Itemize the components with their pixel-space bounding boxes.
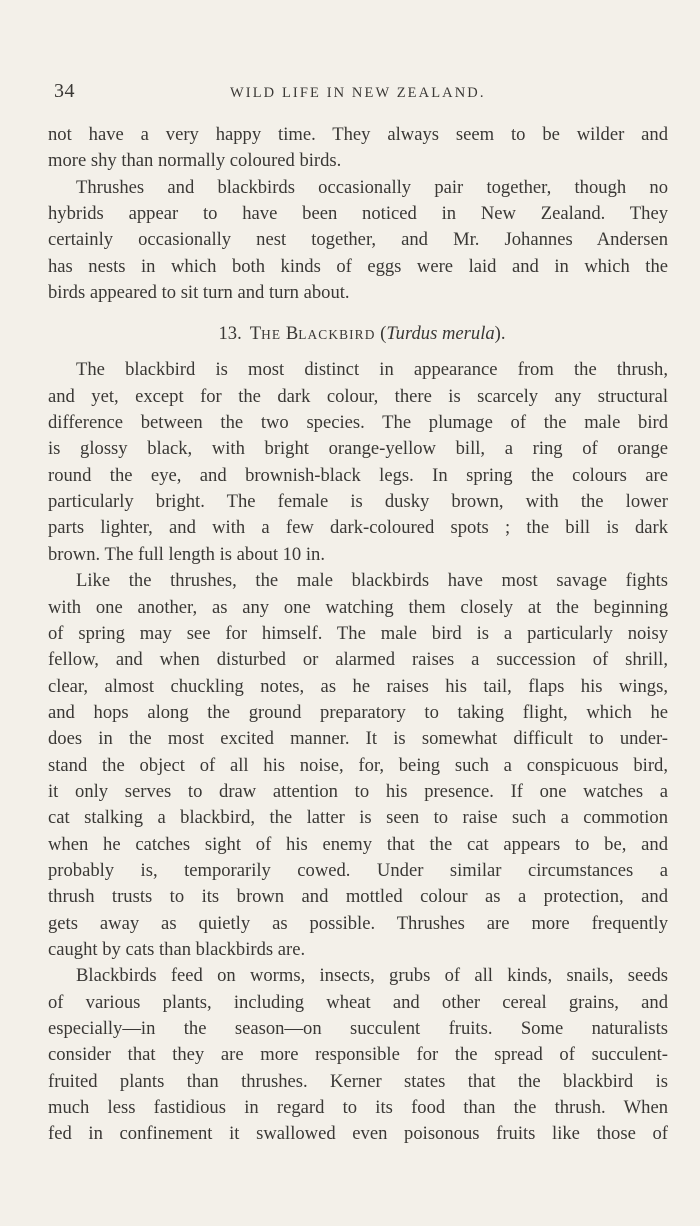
- text-line: gets away as quietly as possible. Thrushes are more frequently: [48, 912, 668, 934]
- text-line: is glossy black, with bright orange-yellow bill, a ring of orange: [48, 438, 668, 460]
- text-line: birds appeared to sit turn and turn about.: [48, 282, 350, 304]
- text-line: clear, almost chuckling notes, as he raises his tail, flaps his wings,: [48, 675, 668, 697]
- text-line: and yet, except for the dark colour, there is scarcely any structural: [48, 385, 668, 407]
- section-heading: [48, 306, 668, 357]
- text-line: Like the thrushes, the male blackbirds have most savage fights: [76, 570, 668, 592]
- page-number: 34: [54, 80, 75, 102]
- section-number: 13.: [218, 323, 242, 345]
- text-line: probably is, temporarily cowed. Under similar circumstances a: [48, 859, 668, 881]
- text-line: with one another, as any one watching them closely at the beginning: [48, 596, 668, 618]
- text-line: does in the most excited manner. It is somewhat difficult to under-: [48, 728, 668, 750]
- scientific-name: Turdus merula: [386, 323, 495, 345]
- text-line: round the eye, and brownish-black legs. In spring the colours are: [48, 464, 668, 486]
- heading-word-blackbird-initial: B: [285, 323, 299, 345]
- text-line: when he catches sight of his enemy that the cat appears to be, and: [48, 833, 668, 855]
- text-line: fellow, and when disturbed or alarmed raises a succession of shrill,: [48, 649, 668, 671]
- text-line: much less fastidious in regard to its food than the thrush. When: [48, 1097, 668, 1119]
- text-line: especially—in the season—on succulent fruits. Some naturalists: [48, 1018, 668, 1039]
- page-header: [54, 80, 668, 104]
- text-line: The blackbird is most distinct in appearance from the thrush,: [76, 359, 668, 381]
- text-line: hybrids appear to have been noticed in New Zealand. They: [48, 203, 668, 225]
- body-text: [48, 122, 668, 1148]
- text-line: Blackbirds feed on worms, insects, grubs of all kinds, snails, seeds: [76, 965, 668, 987]
- text-line: consider that they are more responsible for the spread of succulent-: [48, 1044, 668, 1066]
- text-line: of spring may see for himself. The male bird is a particularly noisy: [48, 622, 668, 644]
- text-line: particularly bright. The female is dusky brown, with the lower: [48, 491, 668, 513]
- heading-word-blackbird-rest: LACKBIRD: [298, 327, 376, 343]
- text-line: of various plants, including wheat and other cereal grains, and: [48, 991, 668, 1013]
- text-line: more shy than normally coloured birds.: [48, 150, 342, 172]
- heading-word-the-initial: T: [249, 323, 262, 345]
- text-line: certainly occasionally nest together, and Mr. Johannes Andersen: [48, 229, 668, 251]
- text-line: cat stalking a blackbird, the latter is seen to raise such a commotion: [48, 807, 668, 829]
- text-line: Thrushes and blackbirds occasionally pair together, though no: [76, 176, 668, 198]
- heading-word-the-rest: HE: [261, 327, 282, 343]
- text-line: brown. The full length is about 10 in.: [48, 543, 325, 565]
- heading-close-paren: ).: [494, 323, 506, 345]
- text-line: stand the object of all his noise, for, being such a conspicuous bird,: [48, 754, 668, 776]
- heading-open-paren: (: [380, 323, 387, 345]
- text-line: thrush trusts to its brown and mottled colour as a protection, and: [48, 886, 668, 908]
- text-line: fed in confinement it swallowed even poisonous fruits like those of: [48, 1123, 668, 1145]
- text-line: not have a very happy time. They always seem to be wilder and: [48, 124, 668, 145]
- text-line: difference between the two species. The plumage of the male bird: [48, 412, 668, 434]
- text-line: parts lighter, and with a few dark-coloured spots ; the bill is dark: [48, 517, 668, 539]
- text-line: has nests in which both kinds of eggs were laid and in which the: [48, 255, 668, 277]
- text-line: it only serves to draw attention to his presence. If one watches a: [48, 780, 668, 802]
- text-line: caught by cats than blackbirds are.: [48, 938, 306, 960]
- text-line: fruited plants than thrushes. Kerner states that the blackbird is: [48, 1070, 668, 1092]
- text-line: and hops along the ground preparatory to taking flight, which he: [48, 701, 668, 723]
- running-title: WILD LIFE IN NEW ZEALAND.: [230, 85, 486, 101]
